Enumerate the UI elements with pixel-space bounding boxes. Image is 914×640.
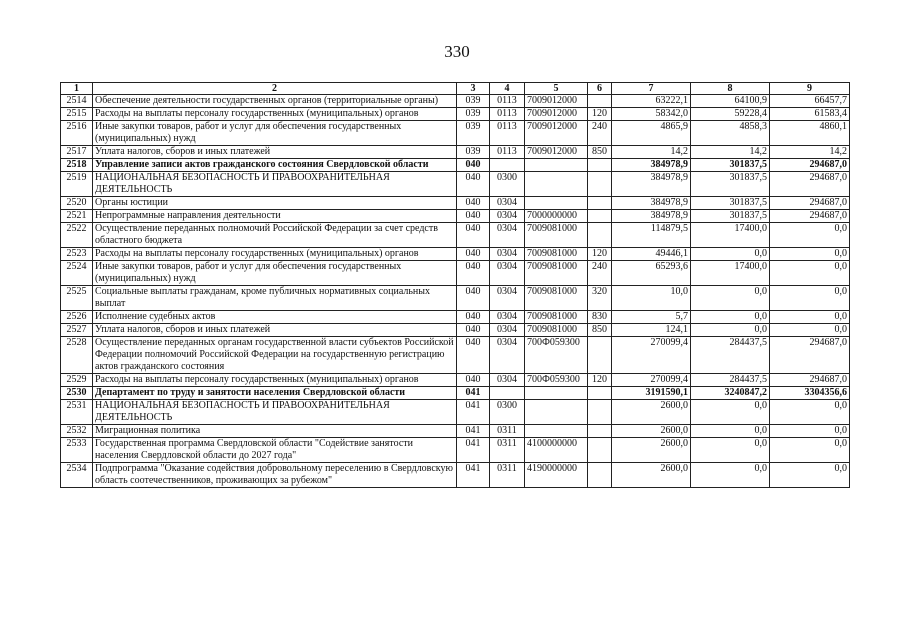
column-header: 2 (93, 83, 457, 95)
table-row (61, 146, 850, 159)
amount-year3-cell: 0,0 (770, 286, 850, 311)
expense-name-cell: Социальные выплаты гражданам, кроме публичных нормативных социальных выплат (93, 286, 457, 311)
table-row (61, 425, 850, 438)
ministry-code-cell: 040 (457, 374, 490, 387)
section-code-cell: 0304 (490, 248, 525, 261)
expense-type-cell: 240 (588, 121, 612, 146)
amount-year3-cell: 3304356,6 (770, 387, 850, 400)
amount-year2-cell: 301837,5 (691, 210, 770, 223)
target-article-cell (525, 425, 588, 438)
table-row (61, 438, 850, 463)
ministry-code-cell: 040 (457, 172, 490, 197)
table-row (61, 223, 850, 248)
expense-name-cell: НАЦИОНАЛЬНАЯ БЕЗОПАСНОСТЬ И ПРАВООХРАНИТЕЛЬНАЯ ДЕЯТЕЛЬНОСТЬ (93, 172, 457, 197)
table-row (61, 108, 850, 121)
page-number: 330 (444, 42, 470, 61)
target-article-cell: 7009081000 (525, 324, 588, 337)
amount-year2-cell: 0,0 (691, 400, 770, 425)
expense-type-cell (588, 438, 612, 463)
amount-year3-cell: 0,0 (770, 324, 850, 337)
table-row (61, 121, 850, 146)
row-number-cell: 2521 (61, 210, 93, 223)
amount-year2-cell: 301837,5 (691, 159, 770, 172)
section-code-cell: 0311 (490, 425, 525, 438)
amount-year1-cell: 2600,0 (612, 425, 691, 438)
section-code-cell: 0304 (490, 261, 525, 286)
ministry-code-cell: 040 (457, 286, 490, 311)
amount-year3-cell: 0,0 (770, 438, 850, 463)
amount-year2-cell: 0,0 (691, 425, 770, 438)
expense-type-cell (588, 387, 612, 400)
amount-year2-cell: 0,0 (691, 324, 770, 337)
amount-year1-cell: 270099,4 (612, 337, 691, 374)
row-number-cell: 2529 (61, 374, 93, 387)
amount-year3-cell: 294687,0 (770, 210, 850, 223)
expense-type-cell (588, 463, 612, 488)
expense-name-cell: Уплата налогов, сборов и иных платежей (93, 146, 457, 159)
column-header: 3 (457, 83, 490, 95)
expense-type-cell: 120 (588, 248, 612, 261)
target-article-cell (525, 159, 588, 172)
amount-year1-cell: 124,1 (612, 324, 691, 337)
section-code-cell: 0304 (490, 337, 525, 374)
row-number-cell: 2520 (61, 197, 93, 210)
amount-year1-cell: 4865,9 (612, 121, 691, 146)
expense-name-cell: Государственная программа Свердловской области "Содействие занятости населения Свердловской области до 2027 года" (93, 438, 457, 463)
amount-year1-cell: 2600,0 (612, 463, 691, 488)
amount-year1-cell: 384978,9 (612, 210, 691, 223)
amount-year1-cell: 384978,9 (612, 197, 691, 210)
amount-year1-cell: 58342,0 (612, 108, 691, 121)
row-number-cell: 2515 (61, 108, 93, 121)
amount-year3-cell: 0,0 (770, 463, 850, 488)
section-code-cell: 0311 (490, 438, 525, 463)
column-header: 6 (588, 83, 612, 95)
amount-year3-cell: 4860,1 (770, 121, 850, 146)
target-article-cell: 7009012000 (525, 146, 588, 159)
ministry-code-cell: 040 (457, 324, 490, 337)
amount-year3-cell: 294687,0 (770, 172, 850, 197)
expense-name-cell: Уплата налогов, сборов и иных платежей (93, 324, 457, 337)
section-code-cell: 0304 (490, 324, 525, 337)
row-number-cell: 2532 (61, 425, 93, 438)
row-number-cell: 2534 (61, 463, 93, 488)
section-code-cell: 0304 (490, 210, 525, 223)
ministry-code-cell: 041 (457, 425, 490, 438)
expense-name-cell: Осуществление переданных органам государственной власти субъектов Российской Федерации полномочий Российской Федерации на государственную регистрацию актов гражданского состояния (93, 337, 457, 374)
target-article-cell: 7009012000 (525, 95, 588, 108)
amount-year3-cell: 0,0 (770, 311, 850, 324)
amount-year2-cell: 0,0 (691, 248, 770, 261)
expense-type-cell (588, 210, 612, 223)
table-row (61, 210, 850, 223)
expense-name-cell: Расходы на выплаты персоналу государственных (муниципальных) органов (93, 108, 457, 121)
ministry-code-cell: 039 (457, 146, 490, 159)
amount-year1-cell: 2600,0 (612, 400, 691, 425)
amount-year3-cell: 61583,4 (770, 108, 850, 121)
row-number-cell: 2517 (61, 146, 93, 159)
ministry-code-cell: 041 (457, 438, 490, 463)
amount-year3-cell: 294687,0 (770, 337, 850, 374)
row-number-cell: 2524 (61, 261, 93, 286)
ministry-code-cell: 040 (457, 248, 490, 261)
amount-year2-cell: 284437,5 (691, 337, 770, 374)
amount-year3-cell: 0,0 (770, 425, 850, 438)
expense-type-cell: 240 (588, 261, 612, 286)
ministry-code-cell: 040 (457, 311, 490, 324)
expense-name-cell: Осуществление переданных полномочий Российской Федерации за счет средств областного бюджета (93, 223, 457, 248)
amount-year1-cell: 384978,9 (612, 159, 691, 172)
amount-year1-cell: 5,7 (612, 311, 691, 324)
target-article-cell: 4100000000 (525, 438, 588, 463)
target-article-cell: 700Ф059300 (525, 374, 588, 387)
target-article-cell (525, 197, 588, 210)
amount-year1-cell: 114879,5 (612, 223, 691, 248)
ministry-code-cell: 040 (457, 210, 490, 223)
row-number-cell: 2519 (61, 172, 93, 197)
amount-year3-cell: 66457,7 (770, 95, 850, 108)
target-article-cell: 7009012000 (525, 121, 588, 146)
expense-type-cell: 830 (588, 311, 612, 324)
ministry-code-cell: 039 (457, 121, 490, 146)
amount-year1-cell: 3191590,1 (612, 387, 691, 400)
expense-type-cell (588, 172, 612, 197)
amount-year2-cell: 284437,5 (691, 374, 770, 387)
target-article-cell: 7009012000 (525, 108, 588, 121)
target-article-cell: 4190000000 (525, 463, 588, 488)
section-code-cell (490, 159, 525, 172)
section-code-cell: 0300 (490, 172, 525, 197)
expense-name-cell: Расходы на выплаты персоналу государственных (муниципальных) органов (93, 248, 457, 261)
row-number-cell: 2527 (61, 324, 93, 337)
target-article-cell: 7009081000 (525, 311, 588, 324)
section-code-cell: 0304 (490, 374, 525, 387)
amount-year3-cell: 294687,0 (770, 159, 850, 172)
expense-name-cell: Исполнение судебных актов (93, 311, 457, 324)
amount-year2-cell: 3240847,2 (691, 387, 770, 400)
section-code-cell: 0304 (490, 286, 525, 311)
expense-type-cell (588, 223, 612, 248)
row-number-cell: 2528 (61, 337, 93, 374)
table-row (61, 463, 850, 488)
row-number-cell: 2523 (61, 248, 93, 261)
ministry-code-cell: 040 (457, 197, 490, 210)
amount-year1-cell: 63222,1 (612, 95, 691, 108)
row-number-cell: 2516 (61, 121, 93, 146)
section-code-cell: 0113 (490, 108, 525, 121)
expense-type-cell (588, 337, 612, 374)
section-code-cell: 0311 (490, 463, 525, 488)
row-number-cell: 2533 (61, 438, 93, 463)
row-number-cell: 2518 (61, 159, 93, 172)
expense-type-cell: 320 (588, 286, 612, 311)
amount-year3-cell: 14,2 (770, 146, 850, 159)
section-code-cell: 0113 (490, 146, 525, 159)
expense-name-cell: Подпрограмма "Оказание содействия добровольному переселению в Свердловскую область соотечественников, проживающих за рубежом" (93, 463, 457, 488)
table-row (61, 337, 850, 374)
amount-year2-cell: 0,0 (691, 438, 770, 463)
row-number-cell: 2522 (61, 223, 93, 248)
table-row (61, 387, 850, 400)
table-body (61, 95, 850, 488)
amount-year3-cell: 0,0 (770, 261, 850, 286)
table-row (61, 172, 850, 197)
section-code-cell: 0113 (490, 95, 525, 108)
row-number-cell: 2531 (61, 400, 93, 425)
expense-name-cell: Органы юстиции (93, 197, 457, 210)
table-row (61, 324, 850, 337)
amount-year2-cell: 14,2 (691, 146, 770, 159)
amount-year1-cell: 49446,1 (612, 248, 691, 261)
row-number-cell: 2525 (61, 286, 93, 311)
column-header: 8 (691, 83, 770, 95)
amount-year3-cell: 0,0 (770, 248, 850, 261)
expense-name-cell: Иные закупки товаров, работ и услуг для обеспечения государственных (муниципальных) нужд (93, 121, 457, 146)
amount-year1-cell: 14,2 (612, 146, 691, 159)
row-number-cell: 2530 (61, 387, 93, 400)
target-article-cell (525, 400, 588, 425)
ministry-code-cell: 041 (457, 387, 490, 400)
ministry-code-cell: 041 (457, 400, 490, 425)
table-row (61, 197, 850, 210)
target-article-cell: 7009081000 (525, 223, 588, 248)
ministry-code-cell: 039 (457, 95, 490, 108)
amount-year3-cell: 0,0 (770, 223, 850, 248)
ministry-code-cell: 040 (457, 223, 490, 248)
expense-type-cell (588, 159, 612, 172)
amount-year2-cell: 4858,3 (691, 121, 770, 146)
expense-type-cell: 120 (588, 374, 612, 387)
table-row (61, 400, 850, 425)
amount-year2-cell: 301837,5 (691, 197, 770, 210)
ministry-code-cell: 040 (457, 261, 490, 286)
amount-year2-cell: 64100,9 (691, 95, 770, 108)
target-article-cell: 7009081000 (525, 261, 588, 286)
amount-year3-cell: 294687,0 (770, 374, 850, 387)
table-row (61, 374, 850, 387)
ministry-code-cell: 040 (457, 159, 490, 172)
ministry-code-cell: 041 (457, 463, 490, 488)
expense-type-cell (588, 95, 612, 108)
expense-type-cell (588, 425, 612, 438)
target-article-cell: 7009081000 (525, 248, 588, 261)
expense-name-cell: Непрограммные направления деятельности (93, 210, 457, 223)
amount-year2-cell: 17400,0 (691, 261, 770, 286)
expense-name-cell: Обеспечение деятельности государственных органов (территориальные органы) (93, 95, 457, 108)
section-code-cell: 0113 (490, 121, 525, 146)
amount-year2-cell: 0,0 (691, 311, 770, 324)
target-article-cell: 7009081000 (525, 286, 588, 311)
target-article-cell (525, 387, 588, 400)
section-code-cell: 0304 (490, 223, 525, 248)
expense-type-cell: 850 (588, 146, 612, 159)
amount-year1-cell: 10,0 (612, 286, 691, 311)
column-header: 4 (490, 83, 525, 95)
ministry-code-cell: 039 (457, 108, 490, 121)
expense-name-cell: Расходы на выплаты персоналу государственных (муниципальных) органов (93, 374, 457, 387)
table-row (61, 311, 850, 324)
expense-type-cell: 120 (588, 108, 612, 121)
amount-year2-cell: 59228,4 (691, 108, 770, 121)
amount-year1-cell: 270099,4 (612, 374, 691, 387)
section-code-cell: 0304 (490, 311, 525, 324)
expense-name-cell: НАЦИОНАЛЬНАЯ БЕЗОПАСНОСТЬ И ПРАВООХРАНИТЕЛЬНАЯ ДЕЯТЕЛЬНОСТЬ (93, 400, 457, 425)
expense-type-cell (588, 400, 612, 425)
section-code-cell (490, 387, 525, 400)
expense-name-cell: Управление записи актов гражданского состояния Свердловской области (93, 159, 457, 172)
column-header: 1 (61, 83, 93, 95)
row-number-cell: 2526 (61, 311, 93, 324)
amount-year1-cell: 384978,9 (612, 172, 691, 197)
expense-name-cell: Миграционная политика (93, 425, 457, 438)
amount-year2-cell: 301837,5 (691, 172, 770, 197)
expense-type-cell: 850 (588, 324, 612, 337)
section-code-cell: 0304 (490, 197, 525, 210)
target-article-cell: 7000000000 (525, 210, 588, 223)
expense-name-cell: Департамент по труду и занятости населения Свердловской области (93, 387, 457, 400)
column-header: 7 (612, 83, 691, 95)
target-article-cell: 700Ф059300 (525, 337, 588, 374)
row-number-cell: 2514 (61, 95, 93, 108)
header-row (61, 83, 850, 95)
column-header: 5 (525, 83, 588, 95)
amount-year2-cell: 17400,0 (691, 223, 770, 248)
amount-year2-cell: 0,0 (691, 286, 770, 311)
amount-year2-cell: 0,0 (691, 463, 770, 488)
table-row (61, 248, 850, 261)
table-row (61, 159, 850, 172)
budget-table (60, 82, 850, 488)
expense-type-cell (588, 197, 612, 210)
target-article-cell (525, 172, 588, 197)
amount-year1-cell: 2600,0 (612, 438, 691, 463)
column-header: 9 (770, 83, 850, 95)
amount-year1-cell: 65293,6 (612, 261, 691, 286)
table-row (61, 261, 850, 286)
table-row (61, 286, 850, 311)
amount-year3-cell: 294687,0 (770, 197, 850, 210)
amount-year3-cell: 0,0 (770, 400, 850, 425)
table-row (61, 95, 850, 108)
ministry-code-cell: 040 (457, 337, 490, 374)
section-code-cell: 0300 (490, 400, 525, 425)
expense-name-cell: Иные закупки товаров, работ и услуг для обеспечения государственных (муниципальных) нужд (93, 261, 457, 286)
